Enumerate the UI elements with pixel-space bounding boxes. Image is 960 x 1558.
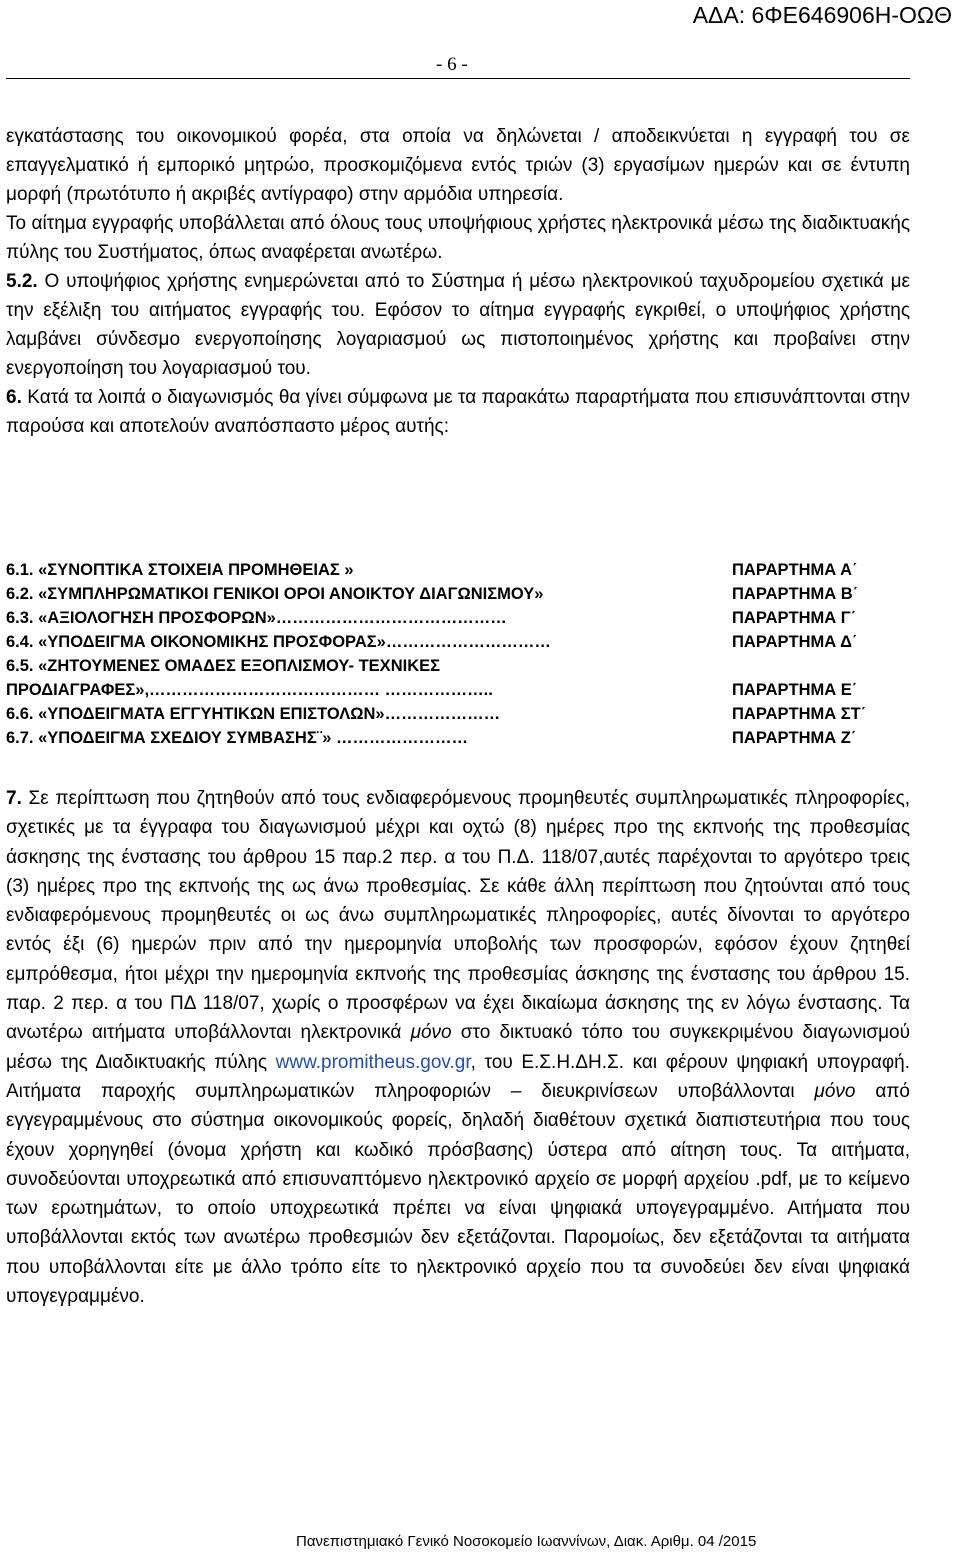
paragraph-continuation: εγκατάστασης του οικονομικού φορέα, στα οποία να δηλώνεται / αποδεικνύεται η εγγραφή του σε επαγγελματικό ή εμπορικό μητρώο, προσκομιζόμενα εντός τριών (3) εργασίμων ημερών και σε έντυπη μορφή (πρωτότυπο ή ακριβές αντίγραφο) στην αρμόδια υπηρεσία. <box>6 126 910 205</box>
item-text-6: Κατά τα λοιπά ο διαγωνισμός θα γίνει σύμφωνα με τα παρακάτω παραρτήματα που επισυνάπτονται στην παρούσα και αποτελούν αναπόσπαστο μέρος αυτής: <box>6 387 910 437</box>
page-number: - 6 - <box>436 54 468 75</box>
annex-label: ΠΑΡΑΡΤΗΜΑ Α΄ <box>732 561 858 579</box>
annex-row <box>6 606 910 630</box>
item-text-7a: Σε περίπτωση που ζητηθούν από τους ενδιαφερόμενους προμηθευτές συμπληρωματικές πληροφορίες, σχετικές με τα έγγραφα του διαγωνισμού μέχρι και οχτώ (8) ημέρες προ της εκπνοής της προθεσμίας άσκησης της ένστασης του άρθρου 15 παρ.2 περ. α του Π.Δ. 118/07,αυτές παρέχονται το αργότερο τρεις (3) ημέρες προ της εκπνοής της ως άνω προθεσμίας. Σε κάθε άλλη περίπτωση που ζητούνται από τους ενδιαφερόμενους προμηθευτές οι ως άνω συμπληρωματικές πληροφορίες, αυτές δίνονται το αργότερο εντός έξι (6) ημερών πριν από την ημερομηνία υποβολής των προσφορών, εφόσον έχουν ζητηθεί εμπρόθεσμα, ήτοι μέχρι την ημερομηνία εκπνοής της προθεσμίας άσκησης της ένστασης του άρθρου 15. παρ. 2 περ. α του ΠΔ 118/07, χωρίς ο προσφέρων να έχει δικαίωμα άσκησης της εν λόγω ένστασης. Τα ανωτέρω αιτήματα υποβάλλονται ηλεκτρονικά <box>6 788 910 1044</box>
annex-title: 6.2. «ΣΥΜΠΛΗΡΩΜΑΤΙΚΟΙ ΓΕΝΙΚΟΙ ΟΡΟΙ ΑΝΟΙΚΤΟΥ ΔΙΑΓΩΝΙΣΜΟΥ» <box>6 585 544 603</box>
document-body-section-7 <box>6 784 910 1311</box>
annex-list <box>6 558 910 750</box>
paragraph-request: Το αίτημα εγγραφής υποβάλλεται από όλους τους υποψήφιους χρήστες ηλεκτρονικά μέσω της διαδικτυακής πύλης του Συστήματος, όπως αναφέρεται ανωτέρω. <box>6 213 910 263</box>
annex-title: 6.7. «ΥΠΟΔΕΙΓΜΑ ΣΧΕΔΙΟΥ ΣΥΜΒΑΣΗΣ¨» …………………… <box>6 729 468 747</box>
item-text-7c: , του Ε.Σ.Η.ΔΗ.Σ. και φέρουν ψηφιακή υπογραφή. Αιτήματα παροχής συμπληρωματικών πληροφοριών – διευκρινίσεων υποβάλλονται <box>6 1051 910 1102</box>
item-number-6: 6. <box>6 387 22 408</box>
item-number-5-2: 5.2. <box>6 271 38 292</box>
promitheus-link[interactable]: www.promitheus.gov.gr <box>275 1051 471 1073</box>
annex-row <box>6 726 910 750</box>
annex-row <box>6 558 910 582</box>
annex-row-6-5-line1 <box>6 654 910 678</box>
annex-title: 6.3. «ΑΞΙΟΛΟΓΗΣΗ ΠΡΟΣΦΟΡΩΝ»…………………………………… <box>6 609 507 627</box>
annex-label: ΠΑΡΑΡΤΗΜΑ Δ΄ <box>732 633 858 651</box>
annex-row <box>6 702 910 726</box>
page-footer: Πανεπιστημιακό Γενικό Νοσοκομείο Ιωαννίνων, Διακ. Αριθμ. 04 /2015 <box>296 1533 757 1550</box>
annex-title: 6.6. «ΥΠΟΔΕΙΓΜΑΤΑ ΕΓΓΥΗΤΙΚΩΝ ΕΠΙΣΤΟΛΩΝ»………………… <box>6 705 501 723</box>
emphasis-only-1: μόνο <box>410 1022 452 1044</box>
annex-label: ΠΑΡΑΡΤΗΜΑ Ε΄ <box>732 681 858 699</box>
annex-label: ΠΑΡΑΡΤΗΜΑ Β΄ <box>732 585 859 603</box>
paragraph-5-2 <box>6 267 910 383</box>
document-body-top <box>6 122 910 441</box>
emphasis-only-2: μόνο <box>814 1080 856 1102</box>
item-text-7b: στο δικτυακό τόπο του συγκεκριμένου διαγωνισμού μέσω της Διαδικτυακής πύλης <box>6 1022 910 1073</box>
item-text-5-2: Ο υποψήφιος χρήστης ενημερώνεται από το Σύστημα ή μέσω ηλεκτρονικού ταχυδρομείου σχετικά με την εξέλιξη του αιτήματος εγγραφής του. Εφόσον το αίτημα εγγραφής εγκριθεί, ο υποψήφιος χρήστης λαμβάνει σύνδεσμο ενεργοποίησης λογαριασμού ως πιστοποιημένος χρήστης και προβαίνει στην ενεργοποίηση του λογαριασμού του. <box>6 271 910 379</box>
paragraph-7 <box>6 784 910 1311</box>
annex-title: ΠΡΟΔΙΑΓΡΑΦΕΣ»,…………………………………… ……………….. <box>6 681 493 699</box>
annex-label: ΠΑΡΑΡΤΗΜΑ Γ΄ <box>732 609 857 627</box>
paragraph-6 <box>6 383 910 441</box>
ada-code: ΑΔΑ: 6ΦΕ646906Η-ΟΩΘ <box>692 2 952 28</box>
annex-row-6-5-line2 <box>6 678 910 702</box>
annex-title: 6.5. «ΖΗΤΟΥΜΕΝΕΣ ΟΜΑΔΕΣ ΕΞΟΠΛΙΣΜΟΥ- ΤΕΧΝΙΚΕΣ <box>6 657 441 675</box>
annex-title: 6.1. «ΣΥΝΟΠΤΙΚΑ ΣΤΟΙΧΕΙΑ ΠΡΟΜΗΘΕΙΑΣ » <box>6 561 354 579</box>
annex-label: ΠΑΡΑΡΤΗΜΑ ΣΤ΄ <box>732 705 867 723</box>
annex-row <box>6 582 910 606</box>
annex-title: 6.4. «ΥΠΟΔΕΙΓΜΑ ΟΙΚΟΝΟΜΙΚΗΣ ΠΡΟΣΦΟΡΑΣ»………………………… <box>6 633 551 651</box>
header-rule <box>6 78 910 79</box>
annex-row <box>6 630 910 654</box>
item-text-7d: από εγγεγραμμένους στο σύστημα οικονομικούς φορείς, δηλαδή διαθέτουν σχετικά διαπιστευτήρια που τους έχουν χορηγηθεί (όνομα χρήστη και κωδικό πρόσβασης) ύστερα από αίτηση τους. Τα αιτήματα, συνοδεύονται υποχρεωτικά από επισυναπτόμενο ηλεκτρονικό αρχείο σε μορφή αρχείου .pdf, με το κείμενο των ερωτημάτων, το οποίο υποχρεωτικά πρέπει να είναι ψηφιακά υπογεγραμμένο. Αιτήματα που υποβάλλονται εκτός των ανωτέρω προθεσμιών δεν εξετάζονται. Παρομοίως, δεν εξετάζονται τα αιτήματα που υποβάλλονται είτε με άλλο τρόπο είτε το ηλεκτρονικό αρχείο που τα συνοδεύει δεν είναι ψηφιακά υπογεγραμμένο. <box>6 1080 910 1308</box>
item-number-7: 7. <box>6 788 22 809</box>
annex-label: ΠΑΡΑΡΤΗΜΑ Ζ΄ <box>732 729 857 747</box>
